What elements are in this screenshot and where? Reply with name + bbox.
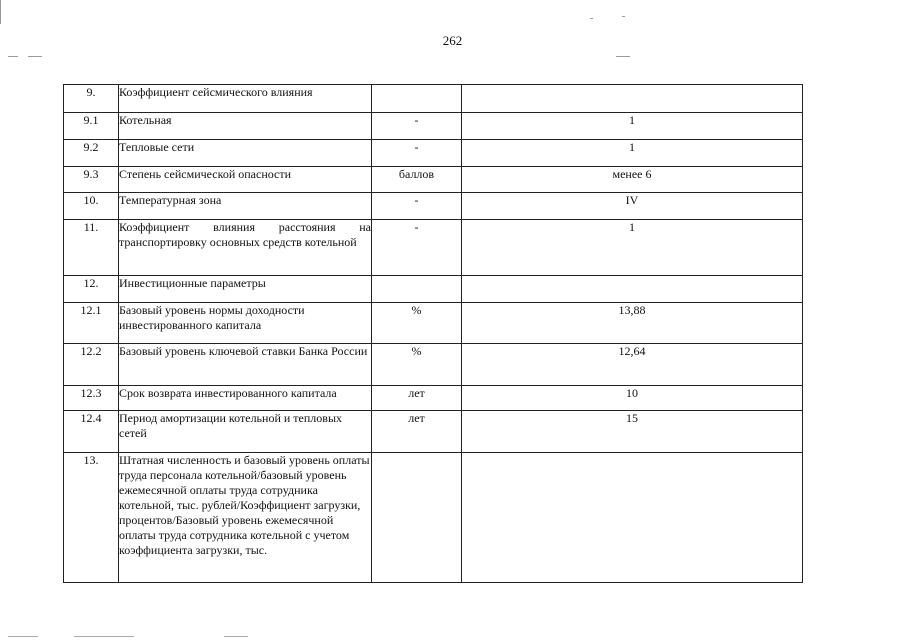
row-name: Температурная зона <box>119 193 372 220</box>
row-unit <box>372 276 462 303</box>
row-value: 10 <box>462 386 803 411</box>
row-number: 9.2 <box>64 140 119 167</box>
row-value: 15 <box>462 411 803 453</box>
row-name: Коэффициент влияния расстояния на транспортировку основных средств котельной <box>119 220 372 276</box>
row-name: Степень сейсмической опасности <box>119 167 372 193</box>
row-value: 13,88 <box>462 303 803 344</box>
row-name: Срок возврата инвестированного капитала <box>119 386 372 411</box>
row-number: 11. <box>64 220 119 276</box>
row-unit: лет <box>372 386 462 411</box>
row-number: 12. <box>64 276 119 303</box>
parameters-table <box>63 84 803 583</box>
row-number: 10. <box>64 193 119 220</box>
row-value <box>462 85 803 113</box>
table-row <box>64 344 803 386</box>
row-unit: - <box>372 220 462 276</box>
scan-speck <box>224 636 248 637</box>
row-name: Базовый уровень ключевой ставки Банка России <box>119 344 372 386</box>
scan-speck <box>74 636 134 637</box>
row-number: 13. <box>64 453 119 583</box>
row-name: Тепловые сети <box>119 140 372 167</box>
row-value <box>462 453 803 583</box>
row-value: 1 <box>462 140 803 167</box>
scan-speck <box>622 16 625 17</box>
row-name: Котельная <box>119 113 372 140</box>
scan-edge-mark <box>0 0 1 24</box>
row-value <box>462 276 803 303</box>
scan-speck <box>616 56 630 57</box>
row-unit: - <box>372 113 462 140</box>
row-value: 1 <box>462 113 803 140</box>
row-unit <box>372 453 462 583</box>
page-number: 262 <box>442 33 463 48</box>
row-name: Штатная численность и базовый уровень оплаты труда персонала котельной/базовый уровень ежемесячной оплаты труда сотрудника котельной, тыс. рублей/Коэффициент загрузки, процентов/Базовый уровень ежемесячной оплаты труда сотрудника котельной с учетом коэффициента загрузки, тыс. <box>119 453 372 583</box>
table-row <box>64 453 803 583</box>
row-name: Базовый уровень нормы доходности инвестированного капитала <box>119 303 372 344</box>
row-number: 12.1 <box>64 303 119 344</box>
table-row <box>64 167 803 193</box>
scan-speck <box>590 18 593 19</box>
table-row <box>64 193 803 220</box>
row-number: 12.2 <box>64 344 119 386</box>
row-value: IV <box>462 193 803 220</box>
row-name: Коэффициент сейсмического влияния <box>119 85 372 113</box>
row-unit: лет <box>372 411 462 453</box>
table-row <box>64 85 803 113</box>
row-number: 9. <box>64 85 119 113</box>
row-value: 1 <box>462 220 803 276</box>
row-name: Период амортизации котельной и тепловых сетей <box>119 411 372 453</box>
table-row <box>64 220 803 276</box>
table-row <box>64 303 803 344</box>
scan-speck <box>8 56 18 57</box>
row-number: 9.1 <box>64 113 119 140</box>
table-row <box>64 140 803 167</box>
row-number: 12.3 <box>64 386 119 411</box>
row-unit: - <box>372 193 462 220</box>
scan-speck <box>8 636 38 637</box>
row-unit: % <box>372 344 462 386</box>
table-row <box>64 386 803 411</box>
row-number: 12.4 <box>64 411 119 453</box>
table-row <box>64 411 803 453</box>
table-row <box>64 276 803 303</box>
row-unit <box>372 85 462 113</box>
row-number: 9.3 <box>64 167 119 193</box>
table-row <box>64 113 803 140</box>
row-unit: % <box>372 303 462 344</box>
row-value: менее 6 <box>462 167 803 193</box>
scan-speck <box>28 56 42 57</box>
row-unit: баллов <box>372 167 462 193</box>
row-unit: - <box>372 140 462 167</box>
row-value: 12,64 <box>462 344 803 386</box>
row-name: Инвестиционные параметры <box>119 276 372 303</box>
